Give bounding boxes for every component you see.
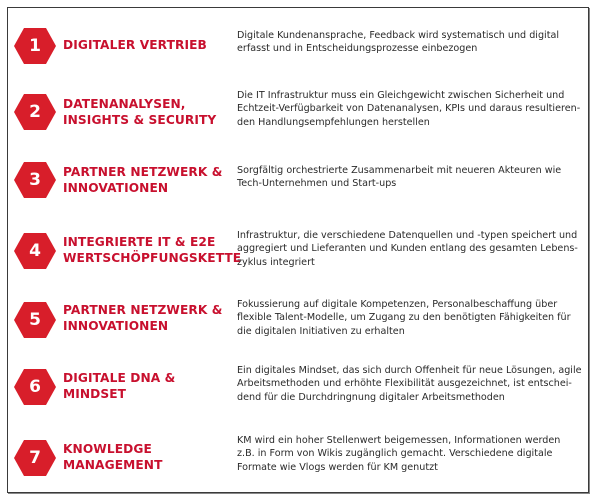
hexagon-number-badge (14, 232, 56, 270)
item-description (237, 164, 582, 191)
item-number: 7 (29, 448, 41, 468)
item-description-line: Infrastruktur, die verschiedene Datenquellen und -typen speichert und (237, 230, 578, 241)
item-title-line: DIGITALE DNA & (63, 371, 176, 385)
item-description-line: KM wird ein hoher Stellenwert beigemessen, Informationen werden (237, 435, 561, 446)
item-title-line: DIGITALER VERTRIEB (63, 38, 207, 52)
item-number: 5 (29, 310, 41, 330)
item-title-line: MINDSET (63, 386, 127, 401)
item-title-line: PARTNER NETZWERK & (63, 303, 223, 317)
item-description-line: dend für die Durchdringnung digitaler Arbeitsmethoden (237, 391, 505, 403)
item-title (63, 38, 207, 54)
item-description-line: Formate wie Vlogs werden für KM genutzt (237, 461, 438, 473)
item-description-line: zyklus integriert (237, 256, 315, 268)
item-description-line: Digitale Kundenansprache, Feedback wird systematisch und digital (237, 30, 560, 41)
item-description (237, 298, 582, 338)
item-description-line: den Handlungsempfehlungen herstellen (237, 116, 430, 128)
item-description (237, 364, 582, 404)
item-number: 4 (29, 241, 41, 261)
item-title (63, 371, 175, 402)
item-description-line: Arbeitsmethoden und erhöhte Flexibilität ausgezeichnet, ist entschei- (237, 378, 572, 390)
item-title-line: WERTSCHÖPFUNGSKETTE (63, 250, 242, 265)
item-description-line: flexible Talent-Modelle, um Zugang zu den benötigten Fähigkeiten für (237, 312, 571, 324)
content-frame (7, 7, 589, 493)
item-description (237, 29, 582, 56)
item-description (237, 229, 582, 269)
hexagon-number-badge (14, 161, 56, 199)
item-title (63, 235, 241, 266)
item-description-line: Tech-Unternehmen und Start-ups (237, 178, 397, 190)
item-title-line: INTEGRIERTE IT & E2E (63, 235, 216, 249)
item-title-line: INSIGHTS & SECURITY (63, 112, 217, 127)
item-title (63, 97, 216, 128)
item-number: 2 (29, 102, 41, 122)
hexagon-number-badge (14, 439, 56, 477)
item-title-line: KNOWLEDGE (63, 442, 152, 456)
item-title-line: PARTNER NETZWERK & (63, 165, 223, 179)
item-title-line: INNOVATIONEN (63, 180, 169, 195)
item-description-line: die digitalen Initiativen zu erhalten (237, 325, 405, 337)
item-description-line: Echtzeit-Verfügbarkeit von Datenanalysen, KPIs und daraus resultieren- (237, 103, 581, 115)
item-description-line: z.B. in Form von Wikis zugänglich gemacht. Verschiedene digitale (237, 448, 553, 460)
item-number: 1 (29, 36, 41, 56)
item-title-line: INNOVATIONEN (63, 318, 169, 333)
item-title (63, 303, 223, 334)
item-description-line: Sorgfältig orchestrierte Zusammenarbeit mit neueren Akteuren wie (237, 165, 562, 176)
item-description (237, 89, 582, 129)
item-description-line: aggregiert und Lieferanten und Kunden entlang des gesamten Lebens- (237, 243, 578, 255)
item-description-line: Die IT Infrastruktur muss ein Gleichgewicht zwischen Sicherheit und (237, 90, 565, 101)
item-number: 3 (29, 170, 41, 190)
item-description-line: Fokussierung auf digitale Kompetenzen, Personalbeschaffung über (237, 299, 558, 310)
item-description (237, 434, 582, 474)
item-number: 6 (29, 377, 41, 397)
hexagon-number-badge (14, 368, 56, 406)
item-description-line: Ein digitales Mindset, das sich durch Offenheit für neue Lösungen, agile (237, 365, 582, 376)
hexagon-number-badge (14, 27, 56, 65)
hexagon-number-badge (14, 301, 56, 339)
item-title-line: MANAGEMENT (63, 457, 163, 472)
item-title (63, 442, 163, 473)
item-description-line: erfasst und in Entscheidungsprozesse einbezogen (237, 43, 478, 55)
item-title (63, 165, 223, 196)
item-title-line: DATENANALYSEN, (63, 97, 186, 111)
hexagon-number-badge (14, 93, 56, 131)
